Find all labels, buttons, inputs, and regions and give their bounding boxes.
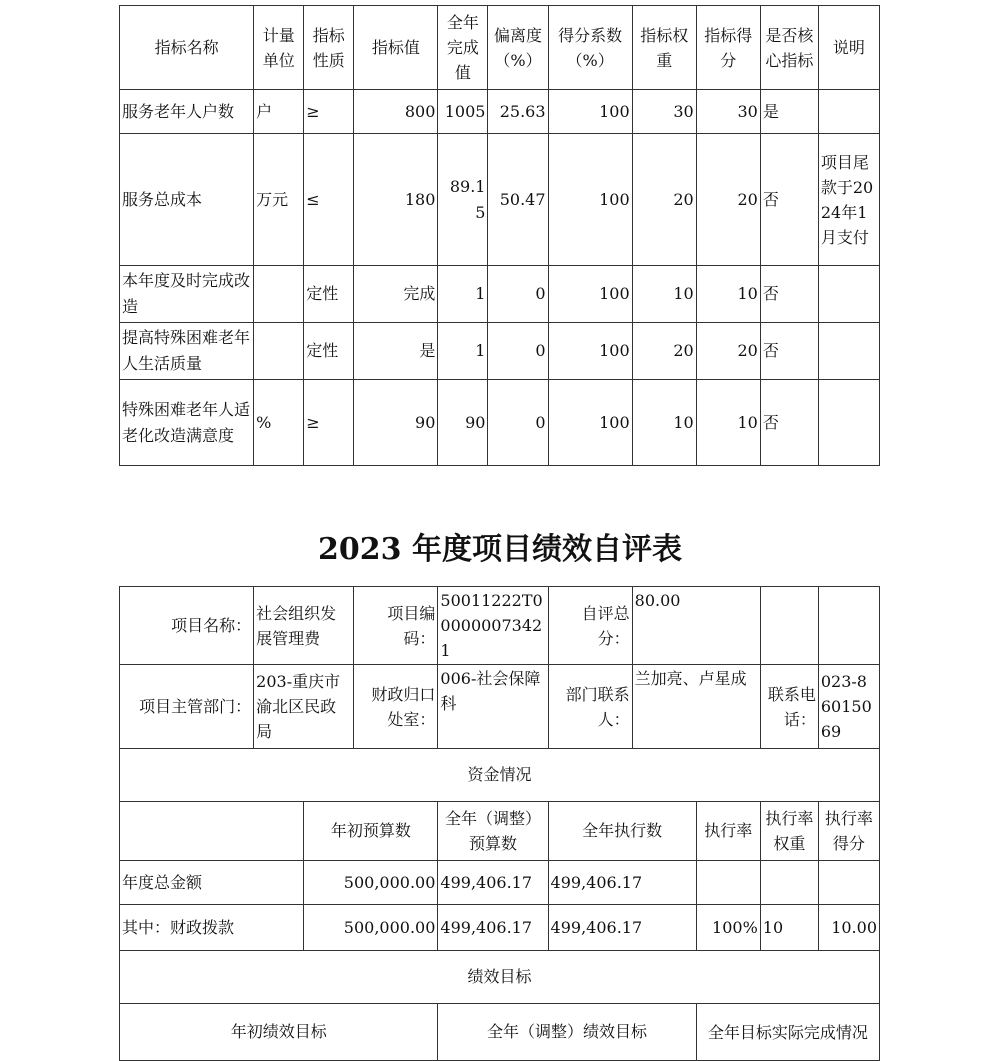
phone-label: 联系电话： <box>760 665 818 749</box>
dept: 203-重庆市渝北区民政局 <box>254 665 354 749</box>
self-eval-table <box>119 586 880 1061</box>
table-row <box>120 134 880 266</box>
header-cell: 计量单位 <box>254 6 304 90</box>
indicator-note <box>818 266 879 323</box>
indicator-deviation: 0 <box>488 380 548 466</box>
header-cell: 全年完成值 <box>438 6 488 90</box>
indicator-value: 90 <box>354 380 438 466</box>
indicator-score: 10 <box>696 266 760 323</box>
funds-rate: 100% <box>696 905 760 951</box>
project-info-row <box>120 587 880 665</box>
indicator-completed: 1 <box>438 266 488 323</box>
contact: 兰加亮、卢星成 <box>632 665 760 749</box>
indicator-name: 服务总成本 <box>120 134 254 266</box>
indicator-completed: 90 <box>438 380 488 466</box>
table-row <box>120 905 880 951</box>
funds-rate-score: 10.00 <box>818 905 879 951</box>
table-row <box>120 380 880 466</box>
indicator-table <box>119 5 880 466</box>
header-cell: 指标性质 <box>304 6 354 90</box>
indicator-core: 否 <box>760 266 818 323</box>
total-score: 80.00 <box>632 587 760 665</box>
indicator-note <box>818 323 879 380</box>
indicator-deviation: 0 <box>488 323 548 380</box>
indicator-score: 30 <box>696 90 760 134</box>
table-row <box>120 266 880 323</box>
indicator-nature: ≥ <box>304 380 354 466</box>
dept-label: 项目主管部门： <box>120 665 254 749</box>
indicator-deviation: 50.47 <box>488 134 548 266</box>
funds-initial: 500,000.00 <box>304 861 438 905</box>
indicator-completed: 1 <box>438 323 488 380</box>
indicator-weight: 20 <box>632 134 696 266</box>
indicator-score: 20 <box>696 323 760 380</box>
goals-title-row <box>120 951 880 1004</box>
funds-header-rate-score: 执行率得分 <box>818 802 879 861</box>
indicator-nature: 定性 <box>304 323 354 380</box>
funds-header-row <box>120 802 880 861</box>
indicator-name: 服务老年人户数 <box>120 90 254 134</box>
funds-adjusted: 499,406.17 <box>438 905 548 951</box>
header-cell: 指标权重 <box>632 6 696 90</box>
indicator-completed: 1005 <box>438 90 488 134</box>
finance: 006-社会保障科 <box>438 665 548 749</box>
indicator-score: 10 <box>696 380 760 466</box>
goals-header-actual: 全年目标实际完成情况 <box>696 1004 879 1061</box>
funds-rate <box>696 861 760 905</box>
funds-executed: 499,406.17 <box>548 861 696 905</box>
indicator-nature: 定性 <box>304 266 354 323</box>
funds-rate-weight: 10 <box>760 905 818 951</box>
indicator-coef: 100 <box>548 90 632 134</box>
indicator-nature: ≤ <box>304 134 354 266</box>
header-cell: 是否核心指标 <box>760 6 818 90</box>
funds-initial: 500,000.00 <box>304 905 438 951</box>
indicator-unit: 万元 <box>254 134 304 266</box>
empty-cell <box>818 587 879 665</box>
header-cell: 得分系数（%） <box>548 6 632 90</box>
indicator-unit <box>254 266 304 323</box>
project-name: 社会组织发展管理费 <box>254 587 354 665</box>
indicator-score: 20 <box>696 134 760 266</box>
section-title: 2023 年度项目绩效自评表 <box>318 532 682 567</box>
project-code-label: 项目编码： <box>354 587 438 665</box>
indicator-deviation: 0 <box>488 266 548 323</box>
funds-header-adjusted: 全年（调整）预算数 <box>438 802 548 861</box>
indicator-weight: 10 <box>632 380 696 466</box>
table-row <box>120 90 880 134</box>
indicator-note: 项目尾款于2024年1月支付 <box>818 134 879 266</box>
indicator-name: 本年度及时完成改造 <box>120 266 254 323</box>
goals-header-initial: 年初绩效目标 <box>120 1004 438 1061</box>
indicator-value: 800 <box>354 90 438 134</box>
indicator-core: 否 <box>760 380 818 466</box>
indicator-coef: 100 <box>548 380 632 466</box>
funds-header-executed: 全年执行数 <box>548 802 696 861</box>
contact-label: 部门联系人： <box>548 665 632 749</box>
indicator-coef: 100 <box>548 266 632 323</box>
header-cell: 指标名称 <box>120 6 254 90</box>
project-code: 50011222T000000073421 <box>438 587 548 665</box>
indicator-note <box>818 380 879 466</box>
header-cell: 指标值 <box>354 6 438 90</box>
indicator-value: 180 <box>354 134 438 266</box>
goals-header-row <box>120 1004 880 1061</box>
funds-rate-weight <box>760 861 818 905</box>
indicator-nature: ≥ <box>304 90 354 134</box>
funds-row-label: 其中：财政拨款 <box>120 905 304 951</box>
indicator-weight: 20 <box>632 323 696 380</box>
dept-info-row <box>120 665 880 749</box>
indicator-unit: 户 <box>254 90 304 134</box>
indicator-weight: 10 <box>632 266 696 323</box>
phone: 023-86015069 <box>818 665 879 749</box>
indicator-weight: 30 <box>632 90 696 134</box>
empty-cell <box>760 587 818 665</box>
indicator-name: 提高特殊困难老年人生活质量 <box>120 323 254 380</box>
project-name-label: 项目名称： <box>120 587 254 665</box>
funds-rate-score <box>818 861 879 905</box>
finance-label: 财政归口处室： <box>354 665 438 749</box>
goals-title: 绩效目标 <box>120 951 880 1004</box>
indicator-core: 是 <box>760 90 818 134</box>
funds-header-rate: 执行率 <box>696 802 760 861</box>
funds-row-label: 年度总金额 <box>120 861 304 905</box>
indicator-coef: 100 <box>548 323 632 380</box>
goals-header-adjusted: 全年（调整）绩效目标 <box>438 1004 696 1061</box>
funds-executed: 499,406.17 <box>548 905 696 951</box>
indicator-core: 否 <box>760 134 818 266</box>
funds-header-initial: 年初预算数 <box>304 802 438 861</box>
indicator-header-row <box>120 6 880 90</box>
indicator-name: 特殊困难老年人适老化改造满意度 <box>120 380 254 466</box>
header-cell: 偏离度（%） <box>488 6 548 90</box>
funds-header-rate-weight: 执行率权重 <box>760 802 818 861</box>
header-cell: 指标得分 <box>696 6 760 90</box>
funds-title-row <box>120 749 880 802</box>
indicator-deviation: 25.63 <box>488 90 548 134</box>
indicator-coef: 100 <box>548 134 632 266</box>
indicator-core: 否 <box>760 323 818 380</box>
empty-cell <box>120 802 304 861</box>
indicator-unit: % <box>254 380 304 466</box>
indicator-value: 是 <box>354 323 438 380</box>
header-cell: 说明 <box>818 6 879 90</box>
indicator-value: 完成 <box>354 266 438 323</box>
indicator-note <box>818 90 879 134</box>
table-row <box>120 323 880 380</box>
indicator-unit <box>254 323 304 380</box>
funds-title: 资金情况 <box>120 749 880 802</box>
table-row <box>120 861 880 905</box>
funds-adjusted: 499,406.17 <box>438 861 548 905</box>
indicator-completed: 89.15 <box>438 134 488 266</box>
total-score-label: 自评总分： <box>548 587 632 665</box>
